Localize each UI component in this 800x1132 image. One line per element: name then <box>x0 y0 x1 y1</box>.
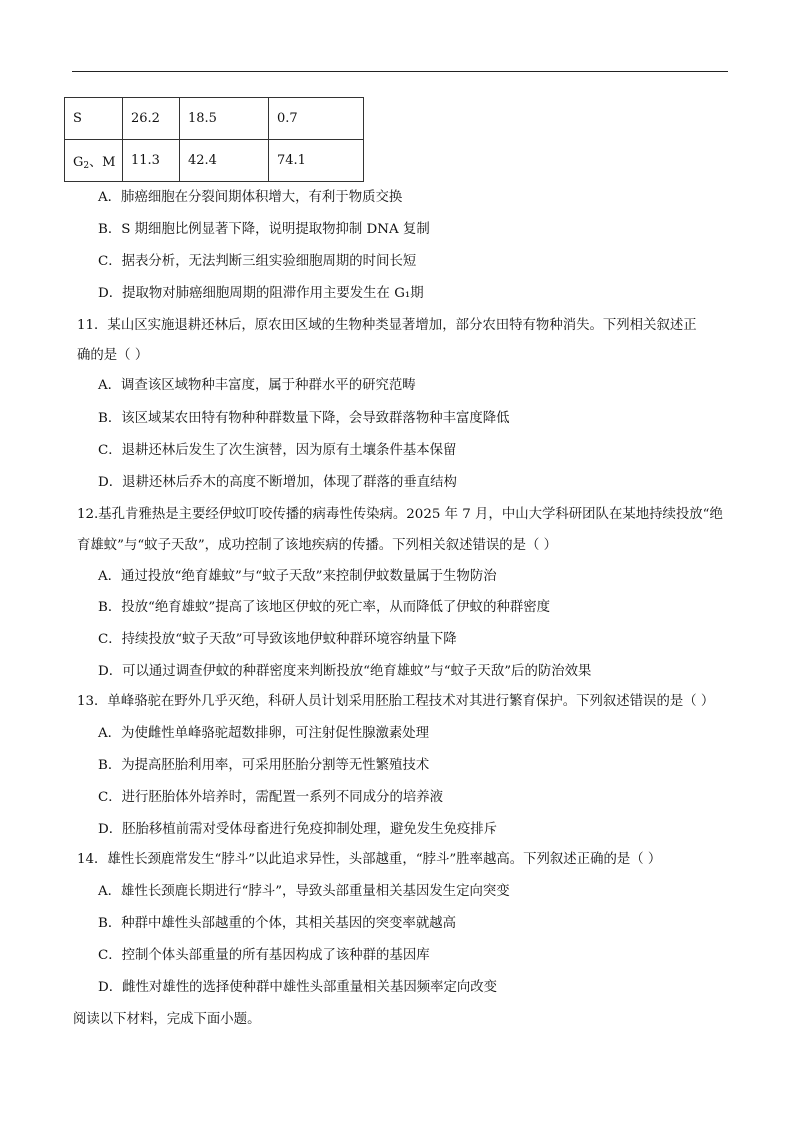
question-stem-cont: 确的是（ ） <box>77 348 149 363</box>
option-b: B．种群中雄性头部越重的个体，其相关基因的突变率就越高 <box>98 916 456 931</box>
option-d: D．提取物对肺癌细胞周期的阻滞作用主要发生在 G₁期 <box>98 286 424 301</box>
table-cell: 18.5 <box>180 98 269 140</box>
table-cell: 74.1 <box>269 140 364 182</box>
question-stem: 11．某山区实施退耕还林后，原农田区域的生物种类显著增加，部分农田特有物种消失。下列相关叙述正 <box>77 318 697 333</box>
table-cell: 11.3 <box>123 140 180 182</box>
option-c: C．持续投放“蚊子天敌”可导致该地伊蚊种群环境容纳量下降 <box>98 632 457 647</box>
option-b: B．投放“绝育雄蚊”提高了该地区伊蚊的死亡率，从而降低了伊蚊的种群密度 <box>98 600 551 615</box>
question-stem: 13．单峰骆驼在野外几乎灭绝，科研人员计划采用胚胎工程技术对其进行繁育保护。下列叙述错误的是（ ） <box>77 694 715 709</box>
option-a: A．通过投放“绝育雄蚊”与“蚊子天敌”来控制伊蚊数量属于生物防治 <box>98 569 497 584</box>
question-stem: 14．雄性长颈鹿常发生“脖斗”以此追求异性，头部越重，“脖斗”胜率越高。下列叙述正确的是（ ） <box>77 852 662 867</box>
table-cell: 26.2 <box>123 98 180 140</box>
option-d: D．可以通过调查伊蚊的种群密度来判断投放“绝育雄蚊”与“蚊子天敌”后的防治效果 <box>98 664 592 679</box>
option-a: A．肺癌细胞在分裂间期体积增大，有利于物质交换 <box>98 190 403 205</box>
reading-instruction: 阅读以下材料，完成下面小题。 <box>73 1012 261 1027</box>
option-c: C．进行胚胎体外培养时，需配置一系列不同成分的培养液 <box>98 790 444 805</box>
table-row <box>65 98 364 140</box>
option-d: D．雌性对雄性的选择使种群中雄性头部重量相关基因频率定向改变 <box>98 980 498 995</box>
header-rule <box>72 71 728 72</box>
question-stem: 12.基孔肯雅热是主要经伊蚊叮咬传播的病毒性传染病。2025 年 7 月，中山大学科研团队在某地持续投放“绝 <box>77 507 723 522</box>
row-label: $G_2$、M <box>65 140 123 182</box>
table-cell: 0.7 <box>269 98 364 140</box>
option-b: B．S 期细胞比例显著下降，说明提取物抑制 DNA 复制 <box>98 222 430 237</box>
option-c: C．据表分析，无法判断三组实验细胞周期的时间长短 <box>98 254 417 269</box>
option-c: C．控制个体头部重量的所有基因构成了该种群的基因库 <box>98 948 430 963</box>
option-a: A．调查该区域物种丰富度，属于种群水平的研究范畴 <box>98 378 416 393</box>
table-row <box>65 140 364 182</box>
option-d: D．退耕还林后乔木的高度不断增加，体现了群落的垂直结构 <box>98 475 457 490</box>
row-label: S <box>65 98 123 140</box>
option-d: D．胚胎移植前需对受体母畜进行免疫抑制处理，避免发生免疫排斥 <box>98 822 498 837</box>
option-b: B．为提高胚胎利用率，可采用胚胎分割等无性繁殖技术 <box>98 758 430 773</box>
option-a: A．为使雌性单峰骆驼超数排卵，可注射促性腺激素处理 <box>98 726 430 741</box>
question-stem-cont: 育雄蚊”与“蚊子天敌”，成功控制了该地疾病的传播。下列相关叙述错误的是（ ） <box>77 538 558 553</box>
option-c: C．退耕还林后发生了次生演替，因为原有土壤条件基本保留 <box>98 443 457 458</box>
table-cell: 42.4 <box>180 140 269 182</box>
data-table <box>64 97 364 182</box>
option-a: A．雄性长颈鹿长期进行“脖斗”，导致头部重量相关基因发生定向突变 <box>98 884 510 899</box>
option-b: B．该区域某农田特有物种种群数量下降，会导致群落物种丰富度降低 <box>98 411 510 426</box>
